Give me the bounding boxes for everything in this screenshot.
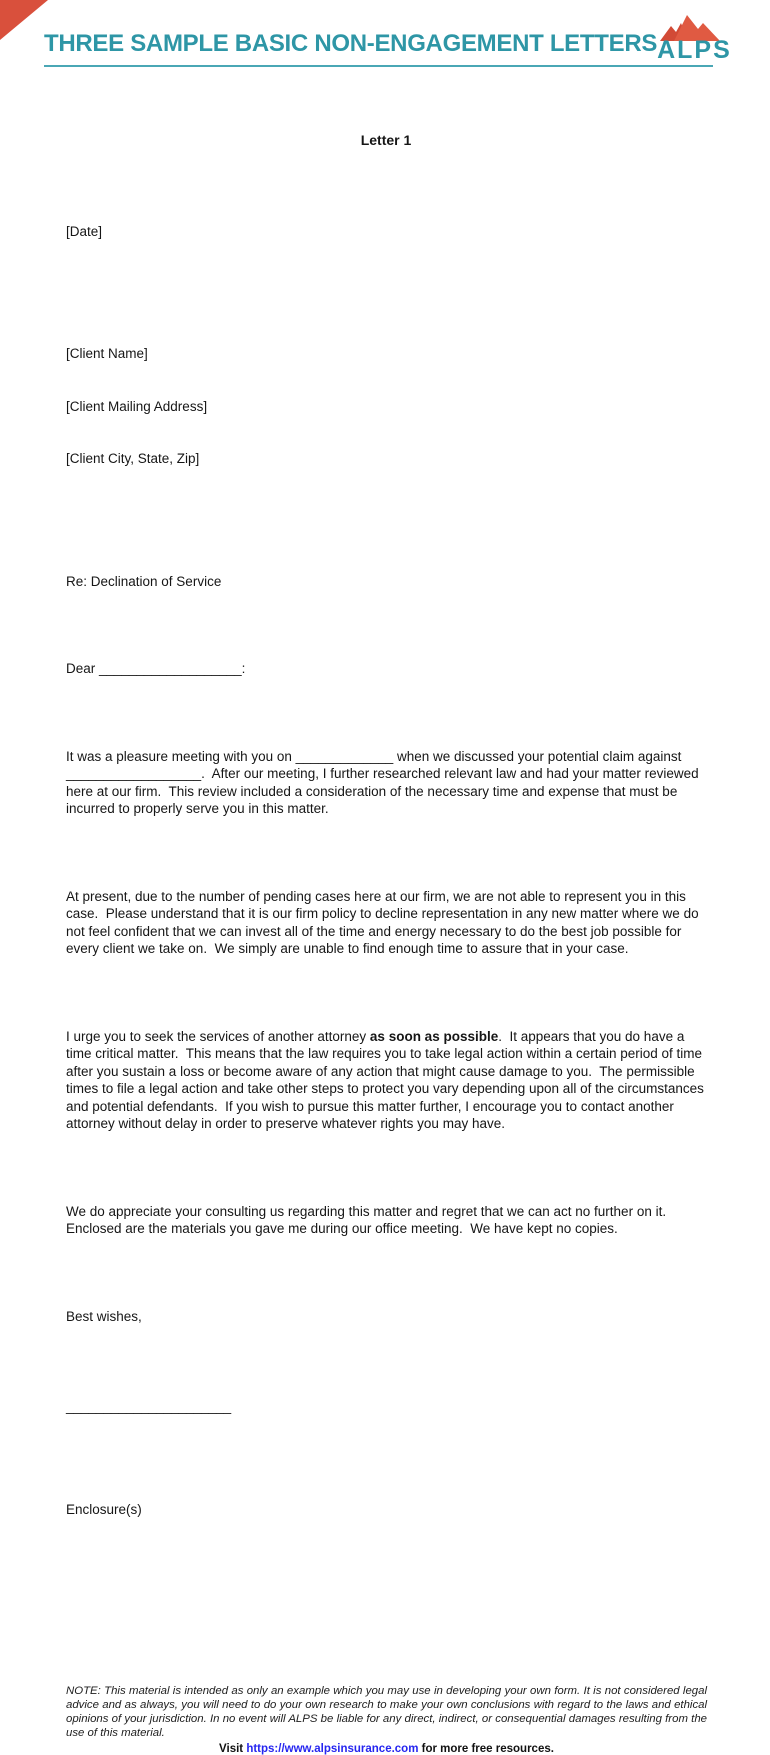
client-address-block xyxy=(66,310,706,503)
date-placeholder: [Date] xyxy=(66,223,103,239)
re-line: Re: Declination of Service xyxy=(66,573,222,589)
alps-logo-wordmark: ALPS xyxy=(657,36,732,64)
client-address-line: [Client Mailing Address] xyxy=(66,398,208,414)
document-footer xyxy=(0,1684,770,1755)
page-title: THREE SAMPLE BASIC NON-ENGAGEMENT LETTERS xyxy=(44,30,658,58)
salutation: Dear ___________________: xyxy=(66,661,246,676)
paragraph-urge-other-attorney xyxy=(66,1028,706,1133)
paragraph-declination: At present, due to the number of pending cases here at our firm, we are not able to represent you in this case. Please understand that it is our firm policy to decline representation in any new matter where we do not feel confident that we can invest all of the time and energy necessary to do the best job possible for every client we take on. We simply are unable to find enough time to assure that in your case. xyxy=(66,888,703,956)
alps-website-link[interactable]: https://www.alpsinsurance.com xyxy=(246,1742,419,1755)
enclosure-line: Enclosure(s) xyxy=(66,1501,142,1517)
paragraph-appreciation: We do appreciate your consulting us regarding this matter and regret that we can act no further on it. Enclosed are the materials you gave me during our office meeting. We have kept no copies. xyxy=(66,1203,674,1236)
client-city-state-zip-line: [Client City, State, Zip] xyxy=(66,451,200,466)
closing-line: Best wishes, xyxy=(66,1308,142,1324)
paragraph3-text-post: . It appears that you do have a time critical matter. This means that the law requires you to take legal action within a certain period of time after you sustain a loss or become aware of any action that might cause damage to you. The permissible times to file a legal action and take other steps to protect you vary depending upon all of the circumstances and potential defendants. If you wish to pursue this matter further, I encourage you to contact another attorney without delay in order to preserve whatever rights you may have. xyxy=(66,1028,708,1131)
paragraph3-text-pre: I urge you to seek the services of another attorney xyxy=(66,1028,370,1044)
corner-triangle-accent xyxy=(0,0,48,40)
letter-heading: Letter 1 xyxy=(360,132,412,148)
alps-logo xyxy=(657,12,732,65)
visit-prefix-text: Visit xyxy=(219,1742,247,1755)
visit-resources-line xyxy=(66,1743,707,1755)
disclaimer-note: NOTE: This material is intended as only an example which you may use in developing your own form. It is not considered legal advice and as always, you will need to do your own research to make your own conclusions with regard to the laws and ethical opinions of your jurisdiction. In no event will ALPS be liable for any direct, indirect, or consequential damages resulting from the use of this material. xyxy=(66,1684,707,1739)
document-header xyxy=(0,0,770,65)
paragraph-meeting: It was a pleasure meeting with you on _____________ when we discussed your potential claim against __________________. After our meeting, I further researched relevant law and had your matter reviewed here at our firm. This review included a consideration of the necessary time and expense that must be incurred to properly serve you in this matter. xyxy=(66,748,703,816)
paragraph3-bold-phrase: as soon as possible xyxy=(369,1028,499,1044)
letter-body xyxy=(0,67,770,1571)
client-name-line: [Client Name] xyxy=(66,346,148,361)
visit-suffix-text: for more free resources. xyxy=(418,1742,554,1755)
signature-blank-line: ______________________ xyxy=(66,1398,232,1414)
